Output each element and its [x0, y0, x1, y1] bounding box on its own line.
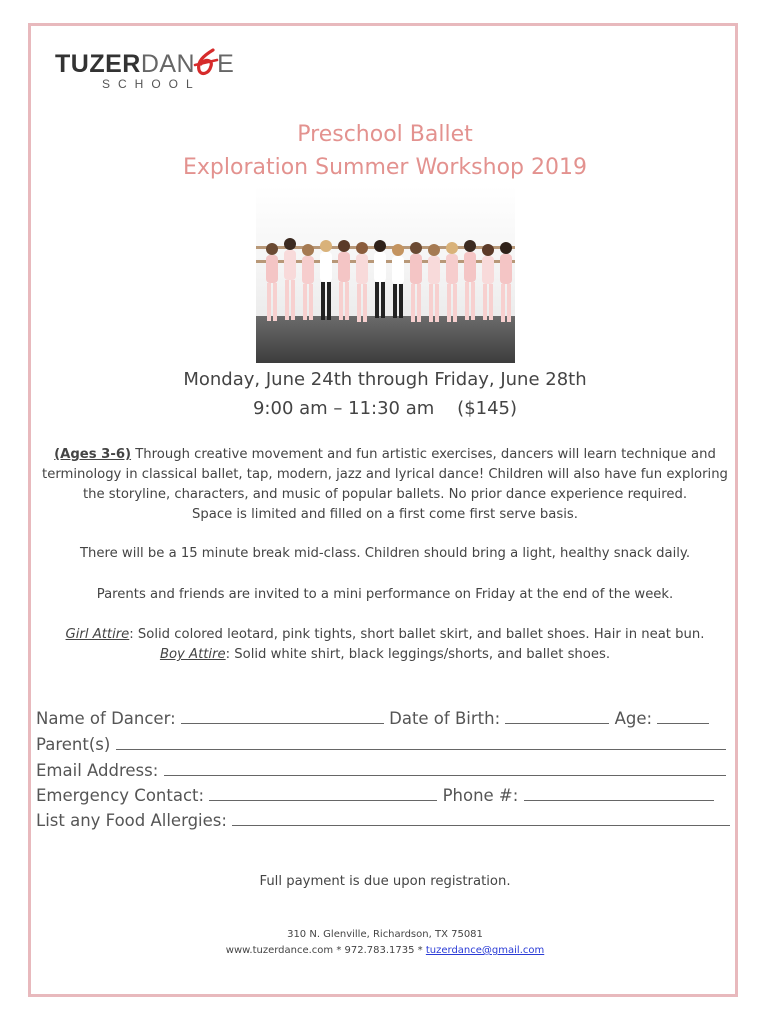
ages-label: (Ages 3-6) [54, 447, 132, 462]
dob-field[interactable] [505, 707, 609, 724]
footer-contact [0, 945, 770, 956]
logo-wordmark [55, 48, 234, 78]
form-row-email [36, 759, 726, 780]
email-field[interactable] [164, 759, 726, 776]
description-text-1: Through creative movement and fun artistic exercises, dancers will learn technique and [131, 447, 716, 462]
logo-text-bold: TUZER [55, 50, 141, 78]
email-label: Email Address: [36, 761, 159, 780]
break-note: There will be a 15 minute break mid-class. Children should bring a light, healthy snack daily. [79, 546, 691, 561]
name-field[interactable] [181, 707, 384, 724]
performance-note: Parents and friends are invited to a mini performance on Friday at the end of the week. [96, 587, 674, 602]
payment-note: Full payment is due upon registration. [259, 874, 511, 889]
girl-attire [30, 625, 740, 645]
dancer-swirl-icon [193, 48, 219, 78]
emergency-label: Emergency Contact: [36, 786, 205, 805]
description-line-3: the storyline, characters, and music of popular ballets. No prior dance experience required. [82, 487, 688, 502]
description-line-4: Space is limited and filled on a first come first serve basis. [192, 507, 578, 522]
attire-info [30, 625, 740, 665]
footer-contact-text: www.tuzerdance.com * 972.783.1735 * [225, 945, 426, 956]
form-row-parent [36, 733, 726, 754]
form-row-emergency [36, 784, 714, 805]
school-logo [55, 48, 234, 91]
title-line-1: Preschool Ballet [297, 122, 473, 147]
boy-attire-label: Boy Attire [159, 647, 226, 662]
dates-line: Monday, June 24th through Friday, June 28th [183, 369, 587, 390]
girl-attire-text: : Solid colored leotard, pink tights, short ballet skirt, and ballet shoes. Hair in neat bun. [129, 627, 705, 642]
form-row-allergies [36, 809, 730, 830]
allergies-field[interactable] [232, 809, 730, 826]
phone-field[interactable] [524, 784, 714, 801]
title-line-2: Exploration Summer Workshop 2019 [183, 155, 587, 180]
footer-address: 310 N. Glenville, Richardson, TX 75081 [287, 929, 483, 940]
description-line-2: terminology in classical ballet, tap, modern, jazz and lyrical dance! Children will also have fun exploring [42, 467, 728, 482]
allergies-label: List any Food Allergies: [36, 811, 227, 830]
phone-label: Phone #: [442, 786, 519, 805]
age-label: Age: [614, 709, 653, 728]
parent-label: Parent(s) [36, 735, 111, 754]
name-label: Name of Dancer: [36, 709, 176, 728]
boy-attire [30, 645, 740, 665]
logo-text-end: E [217, 50, 235, 78]
logo-subtitle: SCHOOL [102, 77, 201, 91]
footer-email-link[interactable]: tuzerdance@gmail.com [425, 945, 545, 956]
description-line-1 [30, 445, 740, 465]
description-paragraph [30, 445, 740, 525]
logo-text-light: DAN [140, 50, 196, 78]
boy-attire-text: : Solid white shirt, black leggings/shorts, and ballet shoes. [225, 647, 611, 662]
time-price-line: 9:00 am – 11:30 am ($145) [252, 398, 518, 419]
girl-attire-label: Girl Attire [65, 627, 130, 642]
ballet-class-photo [256, 186, 515, 363]
dob-label: Date of Birth: [389, 709, 501, 728]
emergency-field[interactable] [209, 784, 437, 801]
form-row-name [36, 707, 709, 728]
parent-field[interactable] [116, 733, 726, 750]
age-field[interactable] [657, 707, 709, 724]
